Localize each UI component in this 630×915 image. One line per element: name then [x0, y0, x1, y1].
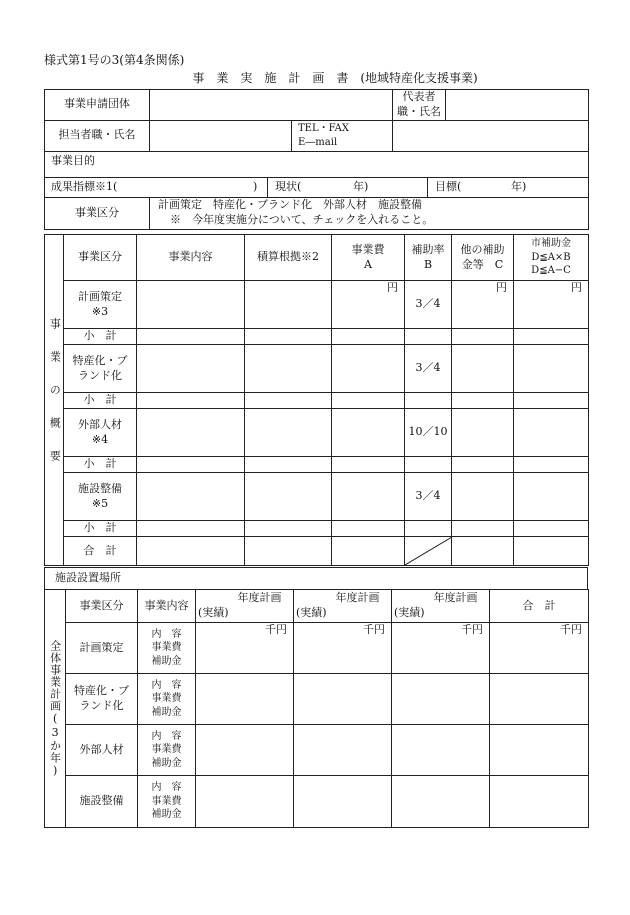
plan-total-cell[interactable] [490, 725, 589, 776]
category-note: ※ 今年度実施分について、チェックを入れること。 [170, 213, 434, 227]
indicator-row [45, 177, 589, 197]
rate-total-na [405, 537, 452, 566]
header-city: 市補助金 D≦A×B D≦A−C [514, 235, 589, 281]
plan-table [44, 589, 589, 828]
header-rate: 補助率 B [405, 235, 452, 281]
rate-cell: 3／4 [405, 473, 452, 521]
telfax-email-label [292, 120, 393, 151]
applicant-org-field[interactable] [150, 90, 393, 121]
plan-total-cell[interactable]: 千円 [490, 623, 589, 674]
content-cell[interactable] [137, 345, 245, 393]
category-label: 事業区分 [45, 197, 150, 229]
header-category: 事業区分 [64, 235, 137, 281]
plan-year3-cell[interactable] [392, 776, 490, 828]
city-cell[interactable]: 円 [514, 281, 589, 329]
diagonal-line [405, 537, 452, 565]
plan-category-facility: 施設整備 [66, 776, 138, 828]
cost-cell[interactable] [332, 473, 405, 521]
plan-header-content: 事業内容 [138, 590, 196, 623]
overview-category-plan: 計画策定 ※3 [64, 281, 137, 329]
content-cell[interactable] [137, 281, 245, 329]
total-cost-cell[interactable] [332, 537, 405, 566]
basis-cell[interactable] [245, 281, 332, 329]
total-other-cell[interactable] [452, 537, 514, 566]
overview-side-label: 事業の概要 [45, 235, 64, 566]
divider [267, 178, 268, 197]
plan-header-total: 合 計 [490, 590, 589, 623]
plan-total-cell[interactable] [490, 776, 589, 828]
plan-year1-cell[interactable] [196, 725, 294, 776]
applicant-org-label: 事業申請団体 [45, 90, 150, 121]
subtotal-label: 小 計 [64, 393, 137, 409]
cost-cell[interactable] [332, 345, 405, 393]
divider [427, 178, 428, 197]
basis-cell[interactable] [245, 345, 332, 393]
overview-category-staff: 外部人材 ※4 [64, 409, 137, 457]
category-options-cell[interactable] [150, 197, 589, 229]
plan-category-staff: 外部人材 [66, 725, 138, 776]
plan-header-year3: 年度計画 (実績) [392, 590, 490, 623]
rate-cell: 10／10 [405, 409, 452, 457]
other-cell[interactable] [452, 409, 514, 457]
email-label: E―mail [298, 136, 338, 148]
rate-cell: 3／4 [405, 345, 452, 393]
header-cost: 事業費 A [332, 235, 405, 281]
plan-side-label: 全体事業計画(3か年) [45, 590, 66, 828]
contact-person-field[interactable] [150, 120, 292, 151]
plan-sub-items: 内 容 事業費 補助金 [138, 674, 196, 725]
other-cell[interactable]: 円 [452, 281, 514, 329]
contact-field[interactable] [393, 120, 589, 151]
info-table [44, 89, 589, 230]
plan-category-brand: 特産化・ブ ランド化 [66, 674, 138, 725]
plan-year3-cell[interactable]: 千円 [392, 623, 490, 674]
plan-year2-cell[interactable] [294, 674, 392, 725]
overview-table [44, 234, 589, 566]
other-cell[interactable] [452, 345, 514, 393]
plan-year1-cell[interactable]: 千円 [196, 623, 294, 674]
cost-cell[interactable]: 円 [332, 281, 405, 329]
plan-header-category: 事業区分 [66, 590, 138, 623]
facility-location-label: 施設設置場所 [45, 568, 588, 590]
content-cell[interactable] [137, 409, 245, 457]
document-title: 事 業 実 施 計 画 書 (地域特産化支援事業) [192, 71, 478, 85]
basis-cell[interactable] [245, 473, 332, 521]
overview-category-brand: 特産化・ブ ランド化 [64, 345, 137, 393]
plan-header-year2: 年度計画 (実績) [294, 590, 392, 623]
cost-cell[interactable] [332, 409, 405, 457]
telfax-label: TEL・FAX [298, 123, 350, 135]
plan-sub-items: 内 容 事業費 補助金 [138, 725, 196, 776]
plan-category-plan: 計画策定 [66, 623, 138, 674]
city-cell[interactable] [514, 345, 589, 393]
plan-year3-cell[interactable] [392, 674, 490, 725]
subtotal-label: 小 計 [64, 329, 137, 345]
total-city-cell[interactable] [514, 537, 589, 566]
indicator-close: ) [253, 179, 258, 193]
header-content: 事業内容 [137, 235, 245, 281]
header-basis: 積算根拠※2 [245, 235, 332, 281]
city-cell[interactable] [514, 473, 589, 521]
content-cell[interactable] [137, 473, 245, 521]
overview-category-facility: 施設整備 ※5 [64, 473, 137, 521]
form-number: 様式第1号の3(第4条関係) [44, 53, 185, 67]
city-cell[interactable] [514, 409, 589, 457]
subtotal-label: 小 計 [64, 457, 137, 473]
representative-label: 代表者職・氏名 [393, 90, 446, 121]
plan-year1-cell[interactable] [196, 776, 294, 828]
current-year: 年) [353, 179, 369, 193]
plan-total-cell[interactable] [490, 674, 589, 725]
representative-field[interactable] [446, 90, 589, 121]
basis-cell[interactable] [245, 409, 332, 457]
plan-year1-cell[interactable] [196, 674, 294, 725]
facility-location-table [44, 567, 588, 590]
current-label: 現状( [275, 179, 302, 193]
target-label: 目標( [435, 179, 462, 193]
plan-sub-items: 内 容 事業費 補助金 [138, 623, 196, 674]
total-label: 合 計 [64, 537, 137, 566]
plan-year3-cell[interactable] [392, 725, 490, 776]
rate-cell: 3／4 [405, 281, 452, 329]
plan-year2-cell[interactable] [294, 725, 392, 776]
other-cell[interactable] [452, 473, 514, 521]
purpose-label: 事業目的 [45, 151, 589, 177]
plan-year2-cell[interactable] [294, 776, 392, 828]
plan-year2-cell[interactable]: 千円 [294, 623, 392, 674]
target-year: 年) [511, 179, 527, 193]
header-other: 他の補助 金等 C [452, 235, 514, 281]
plan-sub-items: 内 容 事業費 補助金 [138, 776, 196, 828]
category-options[interactable]: 計画策定 特産化・ブランド化 外部人材 施設整備 [158, 198, 422, 212]
subtotal-label: 小 計 [64, 521, 137, 537]
plan-header-year1: 年度計画 (実績) [196, 590, 294, 623]
indicator-label: 成果指標※1( [51, 179, 118, 193]
contact-person-label: 担当者職・氏名 [45, 120, 150, 151]
